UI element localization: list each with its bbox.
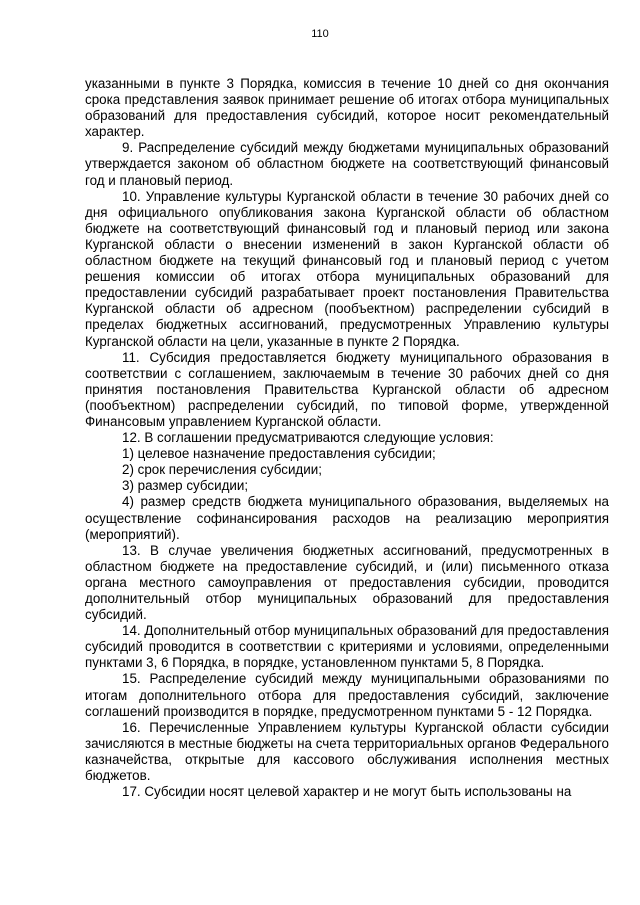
- paragraph-17: 17. Субсидии носят целевой характер и не могут быть использованы на: [122, 784, 572, 800]
- paragraph-continuation: указанными в пункте 3 Порядка, комиссия в течение 10 дней со дня окончания срока представления заявок принимает решение об итогах отбора муниципальных образований для предоставления субсидий, которое носит рекомендательный характер.: [85, 76, 609, 140]
- paragraph-15: 15. Распределение субсидий между муниципальными образованиями по итогам дополнительного отбора для предоставления субсидий, заключение соглашений производится в порядке, предусмотренном пунктами 5 - 12 Порядка.: [85, 671, 609, 719]
- paragraph-11: 11. Субсидия предоставляется бюджету муниципального образования в соответствии с соглашением, заключаемым в течение 30 рабочих дней со дня принятия постановления Правительства Курганской области об адресном (пообъектном) распределении субсидий, по типовой форме, утвержденной Финансовым управлением Курганской области.: [85, 349, 609, 429]
- paragraph-9: 9. Распределение субсидий между бюджетами муниципальных образований утверждается законом об областном бюджете на соответствующий финансовый год и плановый период.: [85, 140, 609, 188]
- paragraph-12: 12. В соглашении предусматриваются следующие условия:: [122, 430, 494, 446]
- list-item-4: 4) размер средств бюджета муниципального образования, выделяемых на осуществление софинансирования расходов на реализацию мероприятия (мероприятий).: [85, 494, 609, 542]
- document-body: [85, 76, 609, 800]
- paragraph-13: 13. В случае увеличения бюджетных ассигнований, предусмотренных в областном бюджете на предоставление субсидий, и (или) письменного отказа органа местного самоуправления от предоставления субсидии, проводится дополнительный отбор муниципальных образований для предоставления субсидий.: [85, 542, 609, 623]
- list-item-1: 1) целевое назначение предоставления субсидии;: [122, 446, 436, 462]
- paragraph-16: 16. Перечисленные Управлением культуры Курганской области субсидии зачисляются в местные бюджеты на счета территориальных органов Федерального казначейства, открытые для кассового обслуживания исполнения местных бюджетов.: [85, 719, 609, 784]
- list-item-3: 3) размер субсидии;: [122, 478, 249, 494]
- paragraph-14: 14. Дополнительный отбор муниципальных образований для предоставления субсидий проводится в соответствии с критериями и условиями, определенными пунктами 3, 6 Порядка, в порядке, установленном пунктами 5, 8 Порядка.: [85, 623, 609, 671]
- list-item-2: 2) срок перечисления субсидии;: [122, 462, 322, 478]
- page-number: 110: [311, 28, 329, 40]
- paragraph-10: 10. Управление культуры Курганской области в течение 30 рабочих дней со дня официального опубликования закона Курганской области об областном бюджете на соответствующий финансовый год и плановый период или закона Курганской области о внесении изменений в закон Курганской области об областном бюджете на текущий финансовый год и плановый период с учетом решения комиссии об итогах отбора муниципальных образований для предоставлении субсидий разрабатывает проект постановления Правительства Курганской области об адресном (пообъектном) распределении субсидий в пределах бюджетных ассигнований, предусмотренных Управлению культуры Курганской области на цели, указанные в пункте 2 Порядка.: [85, 188, 609, 349]
